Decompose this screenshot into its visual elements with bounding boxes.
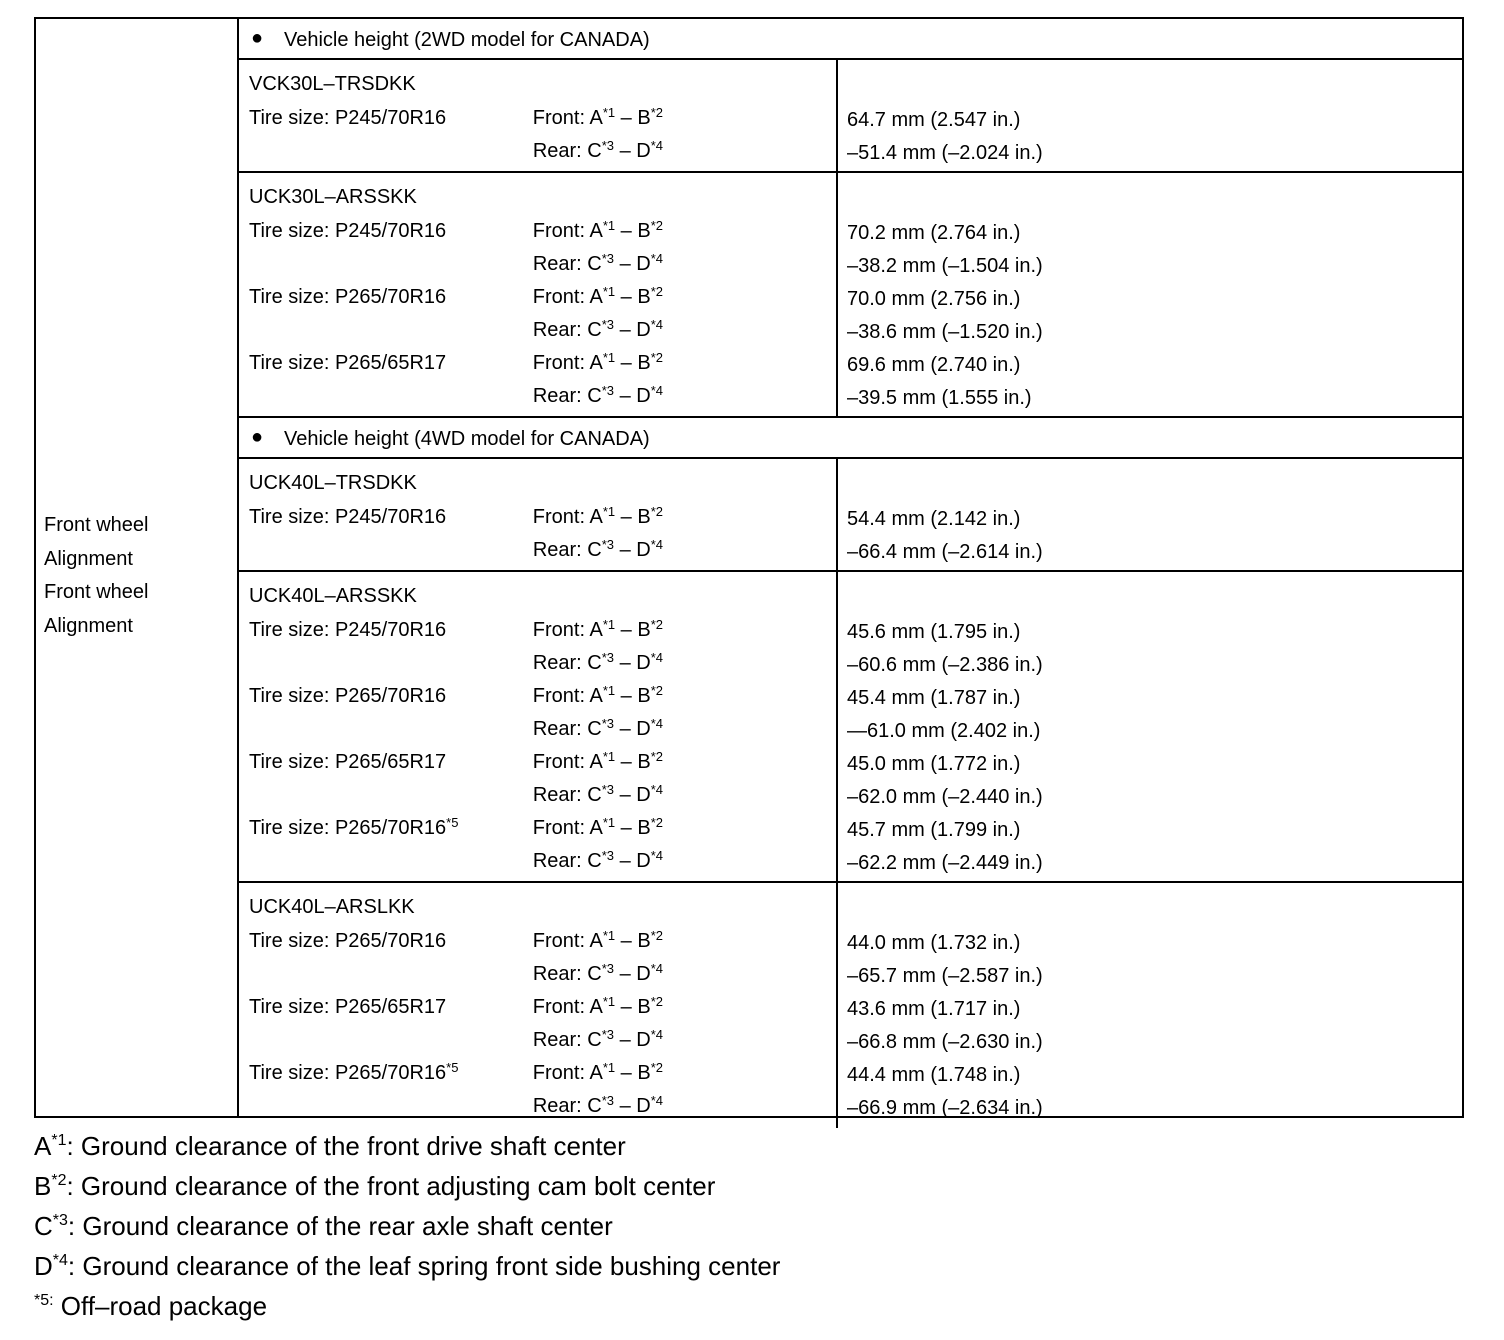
measure-dash: – D [614, 385, 651, 407]
tire-size [249, 996, 446, 1019]
rear-value: –62.0 mm (–2.440 in.) [847, 786, 1043, 808]
measure-dash: – D [614, 140, 651, 162]
footnote-marker: *2 [650, 928, 663, 943]
rear-label: Rear: C [532, 784, 602, 806]
measure-dash: – B [615, 685, 651, 707]
footnote-text: : Ground clearance of the front adjusting cam bolt center [66, 1171, 716, 1201]
tire-size [249, 107, 446, 130]
measure-dash: – B [615, 286, 651, 308]
rear-measure-label [533, 140, 663, 163]
rear-label: Rear: C [532, 385, 602, 407]
model-block [239, 60, 1462, 173]
measure-dash: – D [614, 1095, 651, 1117]
footnote-marker: *3 [601, 138, 615, 153]
measure-dash: – B [615, 352, 651, 374]
rear-label: Rear: C [532, 140, 602, 162]
front-measure-label [533, 619, 663, 642]
rear-spec-row [239, 535, 1462, 568]
front-spec-row [239, 992, 1462, 1025]
front-value: 44.0 mm (1.732 in.) [847, 932, 1021, 954]
rear-label: Rear: C [532, 963, 602, 985]
measure-dash: – B [615, 619, 651, 641]
front-spec-row [239, 681, 1462, 714]
front-measure-label [533, 352, 663, 375]
footnote-marker: *2 [650, 617, 663, 632]
tire-size [249, 352, 446, 375]
tire-size [249, 286, 446, 309]
rear-label: Rear: C [532, 319, 602, 341]
footnote-marker: *4 [650, 782, 663, 797]
front-label: Front: A [532, 506, 603, 528]
front-label: Front: A [532, 817, 603, 839]
footnote-text: Off–road package [53, 1291, 268, 1321]
footnote-marker: *2 [650, 284, 663, 299]
footnote-marker: *3 [601, 317, 615, 332]
rear-spec-row [239, 846, 1462, 879]
row-label-line: Alignment [44, 547, 133, 570]
footnote-letter: D [34, 1251, 53, 1281]
rear-measure-label [533, 319, 663, 342]
front-measure-label [533, 996, 663, 1019]
front-value: 45.4 mm (1.787 in.) [847, 687, 1021, 709]
rear-spec-row [239, 1091, 1462, 1124]
footnote-marker: *5 [446, 1060, 459, 1075]
measure-dash: – B [615, 996, 651, 1018]
front-measure-label [533, 817, 663, 840]
rear-measure-label [533, 963, 663, 986]
model-code: VCK30L–TRSDKK [249, 73, 416, 95]
tire-size [249, 220, 446, 243]
section-heading-row [239, 19, 1462, 60]
footnote-marker: *4 [650, 848, 663, 863]
footnote-marker: *4 [650, 138, 663, 153]
measure-dash: – D [614, 963, 651, 985]
measure-dash: – D [614, 319, 651, 341]
measure-dash: – D [614, 253, 651, 275]
front-spec-row [239, 348, 1462, 381]
rear-spec-row [239, 714, 1462, 747]
footnotes [34, 1126, 780, 1326]
footnote-marker: *1 [602, 218, 616, 233]
front-value: 45.6 mm (1.795 in.) [847, 621, 1021, 643]
front-spec-row [239, 282, 1462, 315]
rear-value: –51.4 mm (–2.024 in.) [847, 142, 1043, 164]
front-label: Front: A [532, 751, 603, 773]
tire-size-text: Tire size: P245/70R16 [249, 107, 447, 129]
rear-spec-row [239, 249, 1462, 282]
tire-size-text: Tire size: P265/65R17 [249, 352, 447, 374]
rear-value: –60.6 mm (–2.386 in.) [847, 654, 1043, 676]
tire-size [249, 930, 446, 953]
model-block [239, 572, 1462, 883]
tire-size-text: Tire size: P265/65R17 [249, 751, 447, 773]
front-measure-label [533, 685, 663, 708]
front-spec-row [239, 813, 1462, 846]
front-value: 64.7 mm (2.547 in.) [847, 109, 1021, 131]
measure-dash: – D [614, 539, 651, 561]
footnote-marker: *2 [650, 683, 663, 698]
footnote-marker: *2 [650, 1060, 663, 1075]
measure-dash: – B [615, 220, 651, 242]
footnote-marker: *3 [601, 383, 615, 398]
footnote-marker: *3 [601, 961, 615, 976]
footnote-marker: *2 [51, 1172, 67, 1189]
footnote-marker: *2 [650, 218, 663, 233]
tire-size-text: Tire size: P265/65R17 [249, 996, 447, 1018]
section-heading: Vehicle height (2WD model for CANADA) [284, 29, 650, 51]
footnote-marker: *2 [650, 994, 663, 1009]
tire-size [249, 817, 458, 840]
footnote-marker: *1 [602, 105, 616, 120]
tire-size-text: Tire size: P265/70R16 [249, 286, 447, 308]
rear-value: –66.8 mm (–2.630 in.) [847, 1031, 1043, 1053]
tire-size [249, 619, 446, 642]
footnote-marker: *1 [602, 350, 616, 365]
footnote-marker: *1 [602, 1060, 616, 1075]
footnote-marker: *2 [650, 105, 663, 120]
rear-measure-label [533, 1029, 663, 1052]
front-measure-label [533, 506, 663, 529]
model-code: UCK40L–TRSDKK [249, 472, 417, 494]
footnote-marker: *1 [602, 617, 616, 632]
front-label: Front: A [532, 619, 603, 641]
footnote-marker: *4 [650, 1093, 663, 1108]
row-label [44, 509, 149, 643]
footnote-line [34, 1166, 780, 1206]
rear-measure-label [533, 1095, 663, 1118]
footnote-marker: *4 [650, 650, 663, 665]
model-code: UCK40L–ARSLKK [249, 896, 415, 918]
tire-size [249, 506, 446, 529]
tire-size-text: Tire size: P265/70R16 [249, 817, 447, 839]
footnote-marker: *1 [602, 749, 616, 764]
measure-dash: – B [615, 817, 651, 839]
footnote-marker: *3 [601, 650, 615, 665]
front-value: 45.0 mm (1.772 in.) [847, 753, 1021, 775]
measure-dash: – D [614, 850, 651, 872]
front-label: Front: A [532, 352, 603, 374]
footnote-marker: *3 [601, 251, 615, 266]
footnote-marker: *1 [602, 815, 616, 830]
measure-dash: – B [615, 1062, 651, 1084]
row-label-line: Front wheel [44, 581, 149, 603]
rear-value: –65.7 mm (–2.587 in.) [847, 965, 1043, 987]
footnote-text: : Ground clearance of the front drive shaft center [66, 1131, 626, 1161]
rear-label: Rear: C [532, 652, 602, 674]
front-value: 43.6 mm (1.717 in.) [847, 998, 1021, 1020]
rear-measure-label [533, 539, 663, 562]
footnote-marker: *1 [602, 994, 616, 1009]
rear-label: Rear: C [532, 850, 602, 872]
front-spec-row [239, 926, 1462, 959]
measure-dash: – D [614, 1029, 651, 1051]
footnote-marker: *3 [601, 716, 615, 731]
footnote-text: : Ground clearance of the rear axle shaft center [67, 1211, 613, 1241]
bullet-icon: ● [251, 426, 264, 448]
measure-dash: – D [614, 652, 651, 674]
front-label: Front: A [532, 286, 603, 308]
footnote-marker: *3 [601, 782, 615, 797]
front-measure-label [533, 1062, 663, 1085]
rear-spec-row [239, 315, 1462, 348]
footnote-marker: *4 [650, 317, 663, 332]
rear-value: –66.4 mm (–2.614 in.) [847, 541, 1043, 563]
tire-size [249, 751, 446, 774]
front-value: 70.0 mm (2.756 in.) [847, 288, 1021, 310]
spec-pane [239, 19, 1462, 1119]
footnote-marker: *4 [650, 251, 663, 266]
rear-label: Rear: C [532, 253, 602, 275]
rear-spec-row [239, 648, 1462, 681]
front-spec-row [239, 103, 1462, 136]
footnote-marker: *4 [650, 537, 663, 552]
rear-measure-label [533, 253, 663, 276]
rear-measure-label [533, 850, 663, 873]
rear-value: –66.9 mm (–2.634 in.) [847, 1097, 1043, 1119]
footnote-marker: *1 [602, 928, 616, 943]
row-label-line: Front wheel [44, 514, 149, 536]
footnote-letter: C [34, 1211, 53, 1241]
footnote-marker: *3 [601, 537, 615, 552]
rear-spec-row [239, 780, 1462, 813]
model-code: UCK30L–ARSSKK [249, 186, 417, 208]
footnote-marker: *4 [650, 961, 663, 976]
footnote-marker: *3 [52, 1212, 68, 1229]
footnote-marker: *3 [601, 848, 615, 863]
footnote-marker: *5 [446, 815, 459, 830]
row-label-line: Alignment [44, 614, 133, 637]
model-code: UCK40L–ARSSKK [249, 585, 417, 607]
rear-value: –38.6 mm (–1.520 in.) [847, 321, 1043, 343]
measure-dash: – B [615, 751, 651, 773]
front-label: Front: A [532, 1062, 603, 1084]
measure-dash: – D [614, 718, 651, 740]
tire-size-text: Tire size: P245/70R16 [249, 220, 447, 242]
front-value: 45.7 mm (1.799 in.) [847, 819, 1021, 841]
alignment-spec-table [34, 17, 1464, 1118]
footnote-line [34, 1286, 780, 1326]
front-label: Front: A [532, 930, 603, 952]
footnote-marker: *2 [650, 350, 663, 365]
rear-value: –38.2 mm (–1.504 in.) [847, 255, 1043, 277]
footnote-marker: *1 [602, 284, 616, 299]
rear-value: –39.5 mm (1.555 in.) [847, 387, 1032, 409]
footnote-line [34, 1246, 780, 1286]
tire-size-text: Tire size: P245/70R16 [249, 506, 447, 528]
footnote-marker: *2 [650, 749, 663, 764]
footnote-marker: *2 [650, 815, 663, 830]
front-measure-label [533, 751, 663, 774]
model-block [239, 883, 1462, 1128]
rear-measure-label [533, 784, 663, 807]
footnote-letter: A [34, 1131, 52, 1161]
footnote-marker: *1 [602, 504, 616, 519]
bullet-icon: ● [251, 27, 264, 49]
measure-dash: – B [615, 930, 651, 952]
section-heading: Vehicle height (4WD model for CANADA) [284, 428, 650, 450]
footnote-marker: *5: [34, 1292, 54, 1309]
footnote-marker: *1 [602, 683, 616, 698]
model-block [239, 459, 1462, 572]
rear-measure-label [533, 385, 663, 408]
rear-spec-row [239, 959, 1462, 992]
rear-value: —61.0 mm (2.402 in.) [847, 720, 1041, 742]
front-spec-row [239, 615, 1462, 648]
footnote-marker: *2 [650, 504, 663, 519]
measure-dash: – B [615, 506, 651, 528]
rear-value: –62.2 mm (–2.449 in.) [847, 852, 1043, 874]
front-value: 44.4 mm (1.748 in.) [847, 1064, 1021, 1086]
front-value: 70.2 mm (2.764 in.) [847, 222, 1021, 244]
footnote-text: : Ground clearance of the leaf spring front side bushing center [67, 1251, 781, 1281]
rear-spec-row [239, 1025, 1462, 1058]
rear-label: Rear: C [532, 1029, 602, 1051]
footnote-marker: *3 [601, 1027, 615, 1042]
front-value: 69.6 mm (2.740 in.) [847, 354, 1021, 376]
tire-size [249, 1062, 458, 1085]
footnote-marker: *4 [650, 716, 663, 731]
front-label: Front: A [532, 107, 603, 129]
footnote-marker: *4 [650, 383, 663, 398]
rear-measure-label [533, 718, 663, 741]
rear-measure-label [533, 652, 663, 675]
footnote-letter: B [34, 1171, 52, 1201]
footnote-line [34, 1206, 780, 1246]
row-label-cell [36, 19, 239, 1116]
section-heading-row [239, 418, 1462, 459]
footnote-line [34, 1126, 780, 1166]
front-label: Front: A [532, 220, 603, 242]
rear-label: Rear: C [532, 539, 602, 561]
tire-size-text: Tire size: P265/70R16 [249, 685, 447, 707]
footnote-marker: *4 [52, 1252, 68, 1269]
footnote-marker: *4 [650, 1027, 663, 1042]
front-spec-row [239, 747, 1462, 780]
tire-size-text: Tire size: P245/70R16 [249, 619, 447, 641]
rear-spec-row [239, 136, 1462, 169]
tire-size-text: Tire size: P265/70R16 [249, 930, 447, 952]
footnote-marker: *1 [51, 1132, 67, 1149]
front-measure-label [533, 220, 663, 243]
tire-size-text: Tire size: P265/70R16 [249, 1062, 447, 1084]
measure-dash: – B [615, 107, 651, 129]
tire-size [249, 685, 446, 708]
rear-label: Rear: C [532, 718, 602, 740]
front-spec-row [239, 216, 1462, 249]
measure-dash: – D [614, 784, 651, 806]
front-value: 54.4 mm (2.142 in.) [847, 508, 1021, 530]
footnote-marker: *3 [601, 1093, 615, 1108]
rear-label: Rear: C [532, 1095, 602, 1117]
model-block [239, 173, 1462, 418]
front-measure-label [533, 286, 663, 309]
front-label: Front: A [532, 996, 603, 1018]
front-label: Front: A [532, 685, 603, 707]
front-spec-row [239, 1058, 1462, 1091]
rear-spec-row [239, 381, 1462, 414]
front-measure-label [533, 930, 663, 953]
front-spec-row [239, 502, 1462, 535]
front-measure-label [533, 107, 663, 130]
